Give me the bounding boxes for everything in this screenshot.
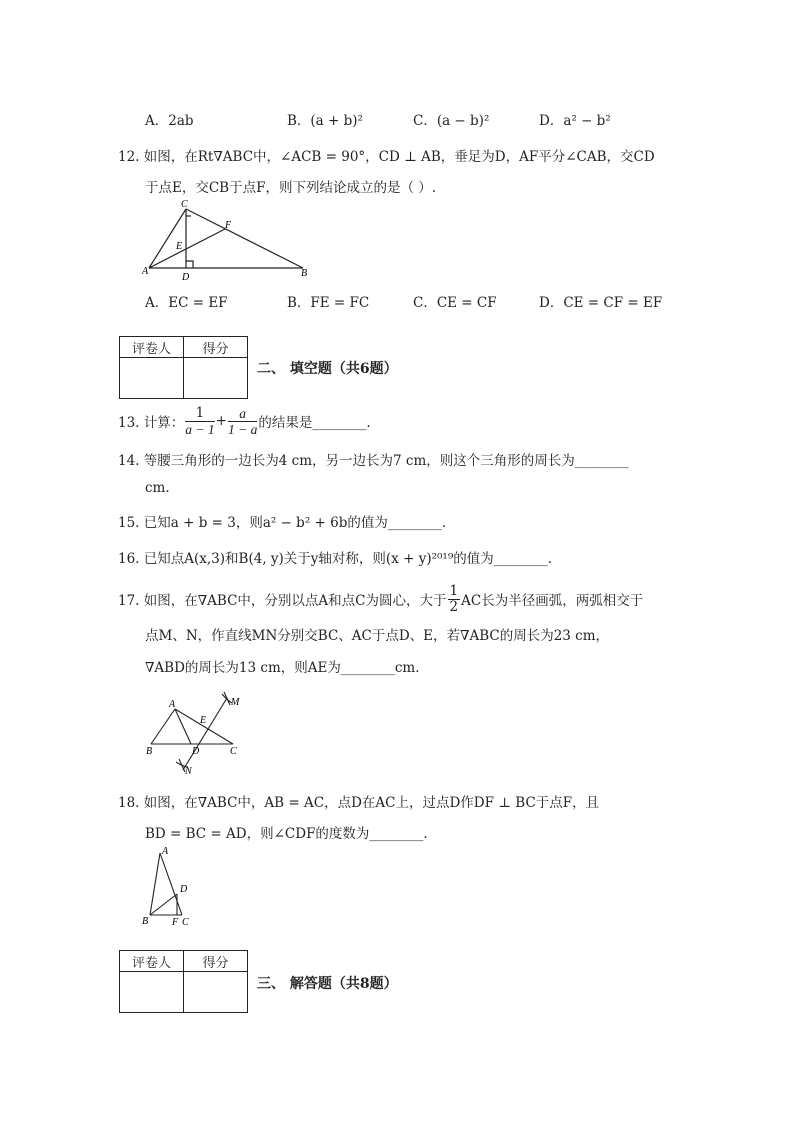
q14-line-1: 14. 等腰三角形的一边长为4 cm，另一边长为7 cm，则这个三角形的周长为________: [118, 453, 629, 469]
score-table-2-score-header: 得分: [184, 951, 248, 972]
q17-label-d: D: [192, 746, 200, 757]
q17-label-a: A: [169, 699, 176, 710]
q13-fraction-1-numerator: 1: [185, 406, 214, 422]
q13-suffix: 的结果是________.: [258, 415, 371, 431]
q13-fraction-2: [228, 406, 257, 437]
q18-label-d: D: [180, 884, 188, 895]
q13-prefix: 13. 计算：: [118, 415, 185, 431]
q12-option-b: B．FE = FC: [287, 295, 370, 311]
score-table-1: [119, 336, 248, 399]
score-table-grader-header: 评卷人: [120, 337, 184, 358]
q12-label-e: E: [176, 241, 183, 252]
q17-label-m: M: [231, 697, 240, 708]
q11-option-b: B．(a + b)²: [287, 113, 363, 129]
section-title-answers: 三、 解答题（共8题）: [257, 976, 398, 992]
q18-line-2: BD = BC = AD，则∠CDF的度数为________.: [145, 826, 428, 842]
q12-line-2: 于点E，交CB于点F，则下列结论成立的是（ ）.: [145, 180, 437, 196]
q11-options: [145, 109, 705, 129]
score-table-2: [119, 950, 248, 1013]
q11-option-d: D．a² − b²: [539, 113, 611, 129]
q17-line-1: [118, 582, 643, 616]
q11-option-a: A．2ab: [145, 113, 194, 129]
q12-figure: [140, 198, 315, 284]
q17-line-3: ∇ABD的周长为13 cm，则AE为________cm.: [145, 660, 420, 676]
q17-line-2: 点M、N，作直线MN分别交BC、AC于点D、E，若∇ABC的周长为23 cm，: [145, 628, 610, 644]
q13: [118, 401, 371, 441]
q12-line-1: 12. 如图，在Rt∇ABC中，∠ACB = 90°，CD ⊥ AB，垂足为D，AF平分∠CAB，交CD: [118, 149, 655, 165]
q17-label-e: E: [200, 715, 207, 726]
q17-label-c: C: [230, 746, 237, 757]
score-table-score-header: 得分: [184, 337, 248, 358]
score-table-2-grader-header: 评卷人: [120, 951, 184, 972]
q13-fraction-2-numerator: a: [228, 406, 257, 422]
q13-fraction-1: [185, 406, 214, 437]
q18-figure: [140, 845, 200, 930]
q17-half-fraction: [448, 584, 461, 615]
q17-label-b: B: [146, 746, 153, 757]
q13-plus: +: [215, 413, 227, 429]
q18-line-1: 18. 如图，在∇ABC中，AB = AC，点D在AC上，过点D作DF ⊥ BC于点F，且: [118, 795, 600, 811]
score-table-grader-cell: [120, 358, 184, 399]
q17-line-1a: 17. 如图，在∇ABC中，分别以点A和点C为圆心，大于: [118, 593, 447, 609]
q12-label-f: F: [225, 220, 232, 231]
q18-label-b: B: [142, 916, 149, 927]
q15: 15. 已知a + b = 3，则a² − b² + 6b的值为________.: [118, 515, 447, 531]
q13-fraction-2-denominator: 1 − a: [227, 421, 258, 437]
q12-label-b: B: [301, 268, 308, 279]
q18-label-c: C: [182, 917, 189, 928]
score-table-score-cell: [184, 358, 248, 399]
q13-fraction-1-denominator: a − 1: [185, 421, 215, 437]
q12-label-d: D: [182, 272, 190, 283]
q17-half-denominator: 2: [449, 598, 459, 615]
q18-label-f: F: [172, 917, 179, 928]
q12-option-c: C．CE = CF: [413, 295, 497, 311]
q12-label-a: A: [142, 266, 149, 277]
score-table-2-score-cell: [184, 972, 248, 1013]
q17-figure: [140, 686, 250, 776]
q12-label-c: C: [181, 199, 188, 210]
q14-line-2: cm.: [145, 480, 170, 496]
q18-label-a: A: [162, 846, 169, 857]
score-table-2-grader-cell: [120, 972, 184, 1013]
q16: 16. 已知点A(x,3)和B(4, y)关于y轴对称，则(x + y)²⁰¹⁹的值为________.: [118, 551, 553, 567]
q12-options: [145, 291, 705, 311]
q11-option-c: C．(a − b)²: [413, 113, 490, 129]
q12-option-a: A．EC = EF: [145, 295, 228, 311]
q17-line-1b: AC长为半径画弧，两弧相交于: [461, 593, 644, 609]
q17-half-numerator: 1: [449, 582, 459, 599]
section-title-fill-in: 二、 填空题（共6题）: [257, 361, 398, 377]
q12-option-d: D．CE = CF = EF: [539, 295, 663, 311]
q17-label-n: N: [185, 766, 192, 776]
